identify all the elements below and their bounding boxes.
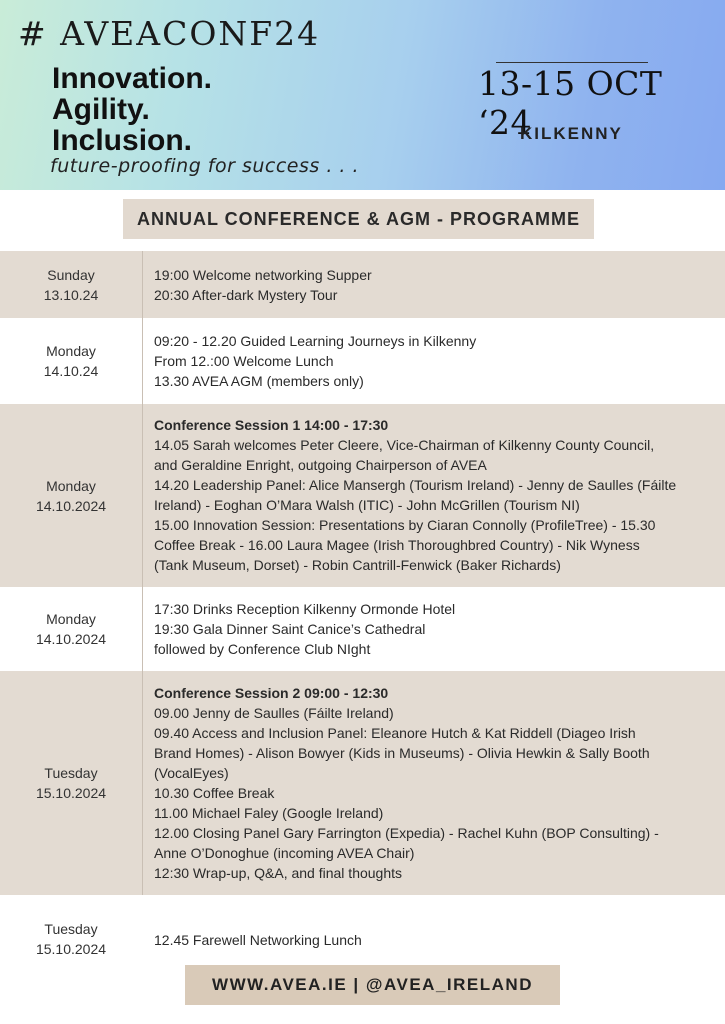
column-divider [142, 404, 143, 587]
dates-rule [496, 62, 648, 63]
event-line: (Tank Museum, Dorset) - Robin Cantrill-Fenwick (Baker Richards) [154, 557, 561, 573]
column-divider [142, 318, 143, 404]
events-cell [154, 930, 717, 950]
schedule-row-monday-1 [0, 318, 725, 404]
hashtag-title: # AVEACONF24 [18, 14, 321, 53]
event-line: 12.45 Farewell Networking Lunch [154, 932, 362, 948]
schedule-row-monday-3 [0, 587, 725, 671]
event-line: Anne O’Donoghue (incoming AVEA Chair) [154, 845, 415, 861]
schedule-row-sunday [0, 251, 725, 318]
events-cell [154, 683, 717, 883]
event-line: From 12.:00 Welcome Lunch [154, 353, 334, 369]
event-line: (VocalEyes) [154, 765, 229, 781]
day-date: 14.10.2024 [35, 631, 107, 647]
day-name: Tuesday [44, 765, 98, 781]
column-divider [142, 587, 143, 671]
day-cell [0, 895, 142, 965]
event-line: 15.00 Innovation Session: Presentations by Ciaran Connolly (ProfileTree) - 15.30 [154, 517, 656, 533]
schedule-row-monday-2 [0, 404, 725, 587]
day-name: Monday [46, 477, 96, 494]
event-line: and Geraldine Enright, outgoing Chairperson of AVEA [154, 457, 487, 473]
day-cell [0, 251, 142, 318]
tagline-innovation: Innovation. [52, 62, 212, 95]
schedule-row-tuesday-1 [0, 671, 725, 895]
event-line: Coffee Break - 16.00 Laura Magee (Irish Thoroughbred Country) - Nik Wyness [154, 537, 640, 553]
subline: future-proofing for success . . . [50, 155, 360, 177]
day-cell [0, 671, 142, 895]
day-date: 15.10.2024 [35, 785, 107, 801]
day-name: Monday [46, 611, 96, 627]
events-cell [154, 599, 717, 659]
day-cell [0, 318, 142, 404]
event-line: Brand Homes) - Alison Bowyer (Kids in Museums) - Olivia Hewkin & Sally Booth [154, 745, 650, 761]
event-line: 14.20 Leadership Panel: Alice Mansergh (Tourism Ireland) - Jenny de Saulles (Fáilte [154, 477, 677, 493]
event-line: 09.00 Jenny de Saulles (Fáilte Ireland) [154, 705, 394, 721]
event-line: 10.30 Coffee Break [154, 785, 275, 801]
event-line: 11.00 Michael Faley (Google Ireland) [154, 805, 384, 821]
event-line: 12:30 Wrap-up, Q&A, and final thoughts [154, 865, 403, 881]
column-divider [142, 251, 143, 318]
events-cell [154, 415, 717, 575]
day-cell [0, 404, 142, 587]
tagline-agility: Agility. [52, 93, 150, 126]
event-line: 17:30 Drinks Reception Kilkenny Ormonde Hotel [154, 601, 456, 617]
tagline-inclusion: Inclusion. [52, 124, 193, 157]
event-line: 12.00 Closing Panel Gary Farrington (Expedia) - Rachel Kuhn (BOP Consulting) - [154, 825, 659, 841]
event-line: 14.05 Sarah welcomes Peter Cleere, Vice-Chairman of Kilkenny County Council, [154, 437, 655, 453]
event-line: 09.40 Access and Inclusion Panel: Eleanore Hutch & Kat Riddell (Diageo Irish [154, 725, 636, 741]
session-heading: Conference Session 1 14:00 - 17:30 [154, 417, 389, 433]
day-date: 14.10.2024 [35, 497, 107, 514]
event-dates: 13-15 OCT ‘24 [478, 64, 663, 142]
day-date: 14.10.24 [43, 363, 99, 379]
event-line: 09:20 - 12.20 Guided Learning Journeys in Kilkenny [154, 333, 477, 349]
event-line: 13.30 AVEA AGM (members only) [154, 373, 364, 389]
event-line: 20:30 After-dark Mystery Tour [154, 287, 338, 303]
event-line: 19:30 Gala Dinner Saint Canice’s Cathedral [154, 621, 426, 637]
event-line: 19:00 Welcome networking Supper [154, 267, 372, 283]
schedule-row-tuesday-2 [0, 895, 725, 965]
day-date: 13.10.24 [43, 286, 99, 303]
event-city: KILKENNY [520, 124, 623, 143]
day-cell [0, 587, 142, 671]
event-line: followed by Conference Club NIght [154, 641, 371, 657]
event-line: Ireland) - Eoghan O’Mara Walsh (ITIC) - John McGrillen (Tourism NI) [154, 497, 580, 513]
day-name: Sunday [47, 266, 95, 283]
day-name: Monday [46, 343, 96, 359]
day-name: Tuesday [44, 921, 98, 937]
events-cell [154, 331, 717, 391]
session-heading: Conference Session 2 09:00 - 12:30 [154, 685, 389, 701]
column-divider [142, 671, 143, 895]
events-cell [154, 265, 717, 305]
day-date: 15.10.2024 [35, 941, 107, 957]
header-banner [0, 0, 725, 190]
footer-contact[interactable]: WWW.AVEA.IE | @AVEA_IRELAND [185, 965, 560, 1005]
programme-title: ANNUAL CONFERENCE & AGM - PROGRAMME [123, 199, 594, 239]
